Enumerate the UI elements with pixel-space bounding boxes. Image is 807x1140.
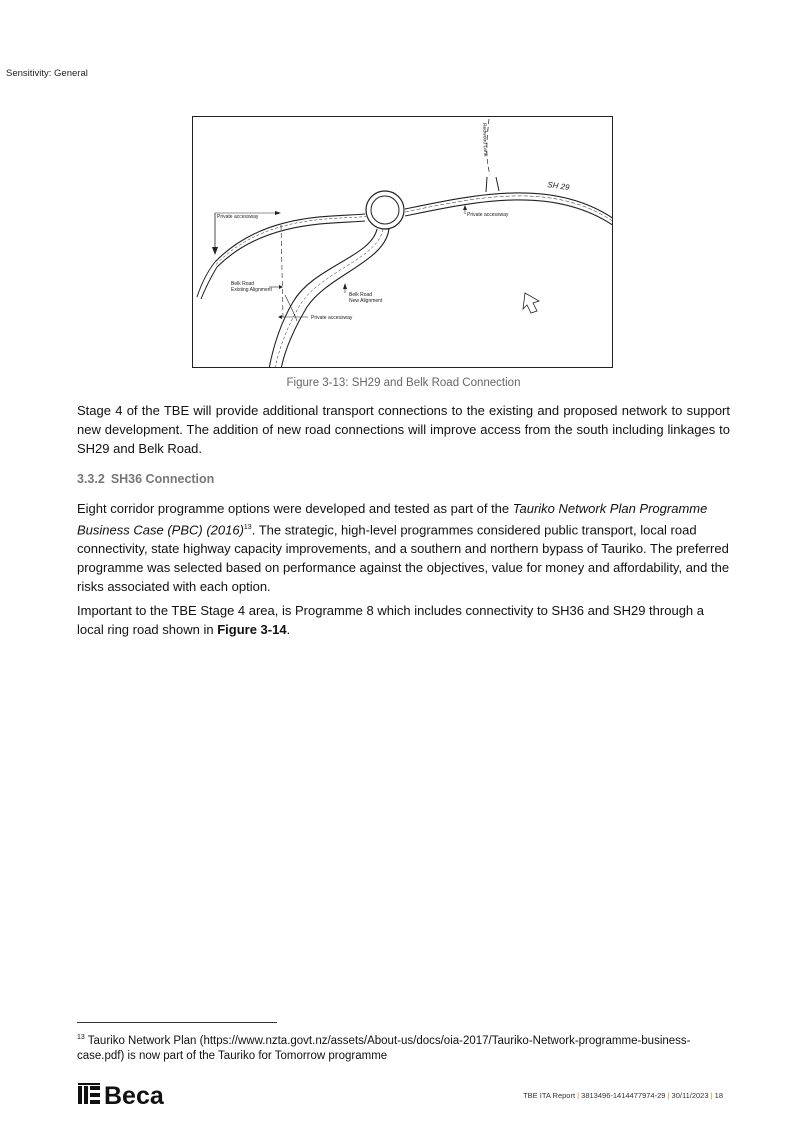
section-heading [77, 472, 220, 486]
footnote-number: 13 [77, 1034, 85, 1041]
beca-logo [78, 1082, 182, 1108]
footer-doc-number: 3813496-1414477974-29 [581, 1091, 666, 1100]
sh29-east-south-edge [405, 200, 613, 226]
road-layout-drawing [193, 117, 613, 368]
sh29-west-centreline [216, 217, 366, 265]
para3-text-a: Important to the TBE Stage 4 area, is Programme 8 which includes connectivity to SH36 and SH29 through a local ring road shown in [77, 603, 704, 637]
beca-logo-text: Beca [104, 1082, 164, 1108]
belk-new-label-1: Belk Road [349, 292, 373, 298]
footnote-divider [77, 1022, 277, 1023]
belk-existing-label-2: Existing Alignment [231, 287, 272, 293]
pbc-reference: Tauriko Network Plan Programme Business Case (PBC) (2016) [77, 501, 708, 538]
para2-text-a: Eight corridor programme options were developed and tested as part of the [77, 501, 513, 516]
figure-caption: Figure 3-13: SH29 and Belk Road Connection [286, 377, 521, 389]
roundabout-island [371, 196, 399, 224]
arrowhead-leader-1 [275, 211, 281, 215]
para2-text-b: . The strategic, high-level programmes considered public transport, local road connectivity, state highway capacity improvements, and a southern and northern bypass of Tauriko. The preferred programme was selected based on performance against the objectives, value for money and affordability, and the risks associated with each option. [77, 522, 730, 595]
accessway-label-1: Private accessway [217, 214, 259, 220]
footnote-text: Tauriko Network Plan (https://www.nzta.govt.nz/assets/About-us/docs/oia-2017/Tauriko-Network-programme-business-case.pdf) is now part of the Tauriko for Tomorrow programme [77, 1034, 691, 1062]
road-layout-figure [192, 116, 613, 368]
arrowhead-new [343, 283, 347, 289]
sh29-west-north-edge [215, 214, 365, 262]
sh29-label: SH 29 [546, 180, 570, 193]
footer-sep-2: | [665, 1091, 672, 1100]
sensitivity-label: Sensitivity: General [6, 68, 88, 79]
side-road-east [496, 177, 499, 191]
belk-new-label-2: New Alignment [349, 298, 383, 304]
side-road-label: Redwood Lane [481, 122, 489, 157]
page-footer [523, 1091, 723, 1100]
arrowhead-2 [463, 205, 467, 210]
figure-reference-link[interactable]: Figure 3-14 [217, 622, 287, 637]
section-title: SH36 Connection [110, 472, 215, 486]
sh29-west-tail [197, 262, 215, 297]
accessway-label-2: Private accessway [467, 212, 509, 218]
footer-report: TBE ITA Report [523, 1091, 576, 1100]
sh29-east-north-edge [405, 193, 613, 219]
para3-text-b: . [286, 622, 291, 637]
belk-existing-label-1: Belk Road [231, 281, 255, 287]
sh29-west-tail-2 [201, 267, 217, 299]
arrowhead-1 [212, 247, 218, 255]
section-number: 3.3.2 [77, 472, 105, 486]
roundabout-outer [366, 191, 404, 229]
footer-date: 30/11/2023 [671, 1091, 709, 1100]
footnote-ref[interactable]: 13 [243, 524, 252, 531]
footer-sep-3: | [708, 1091, 715, 1100]
paragraph-stage4: Stage 4 of the TBE will provide additional transport connections to the existing and proposed network to support new development. The addition of new road connections will improve access from the south including linkages to SH29 and Belk Road. [77, 403, 730, 456]
paragraph-programme-8 [77, 601, 730, 639]
paragraph-programme-options [77, 499, 730, 596]
belk-existing-alignment [281, 225, 283, 317]
arrowhead-3 [278, 315, 282, 319]
side-road-west [486, 177, 487, 192]
footer-sep-1: | [575, 1091, 582, 1100]
sh29-west-south-edge [217, 221, 365, 267]
footer-page-number: 18 [714, 1091, 723, 1100]
north-arrow-icon [523, 293, 539, 313]
accessway-label-3: Private accessway [311, 315, 353, 321]
footnote [77, 1030, 707, 1064]
